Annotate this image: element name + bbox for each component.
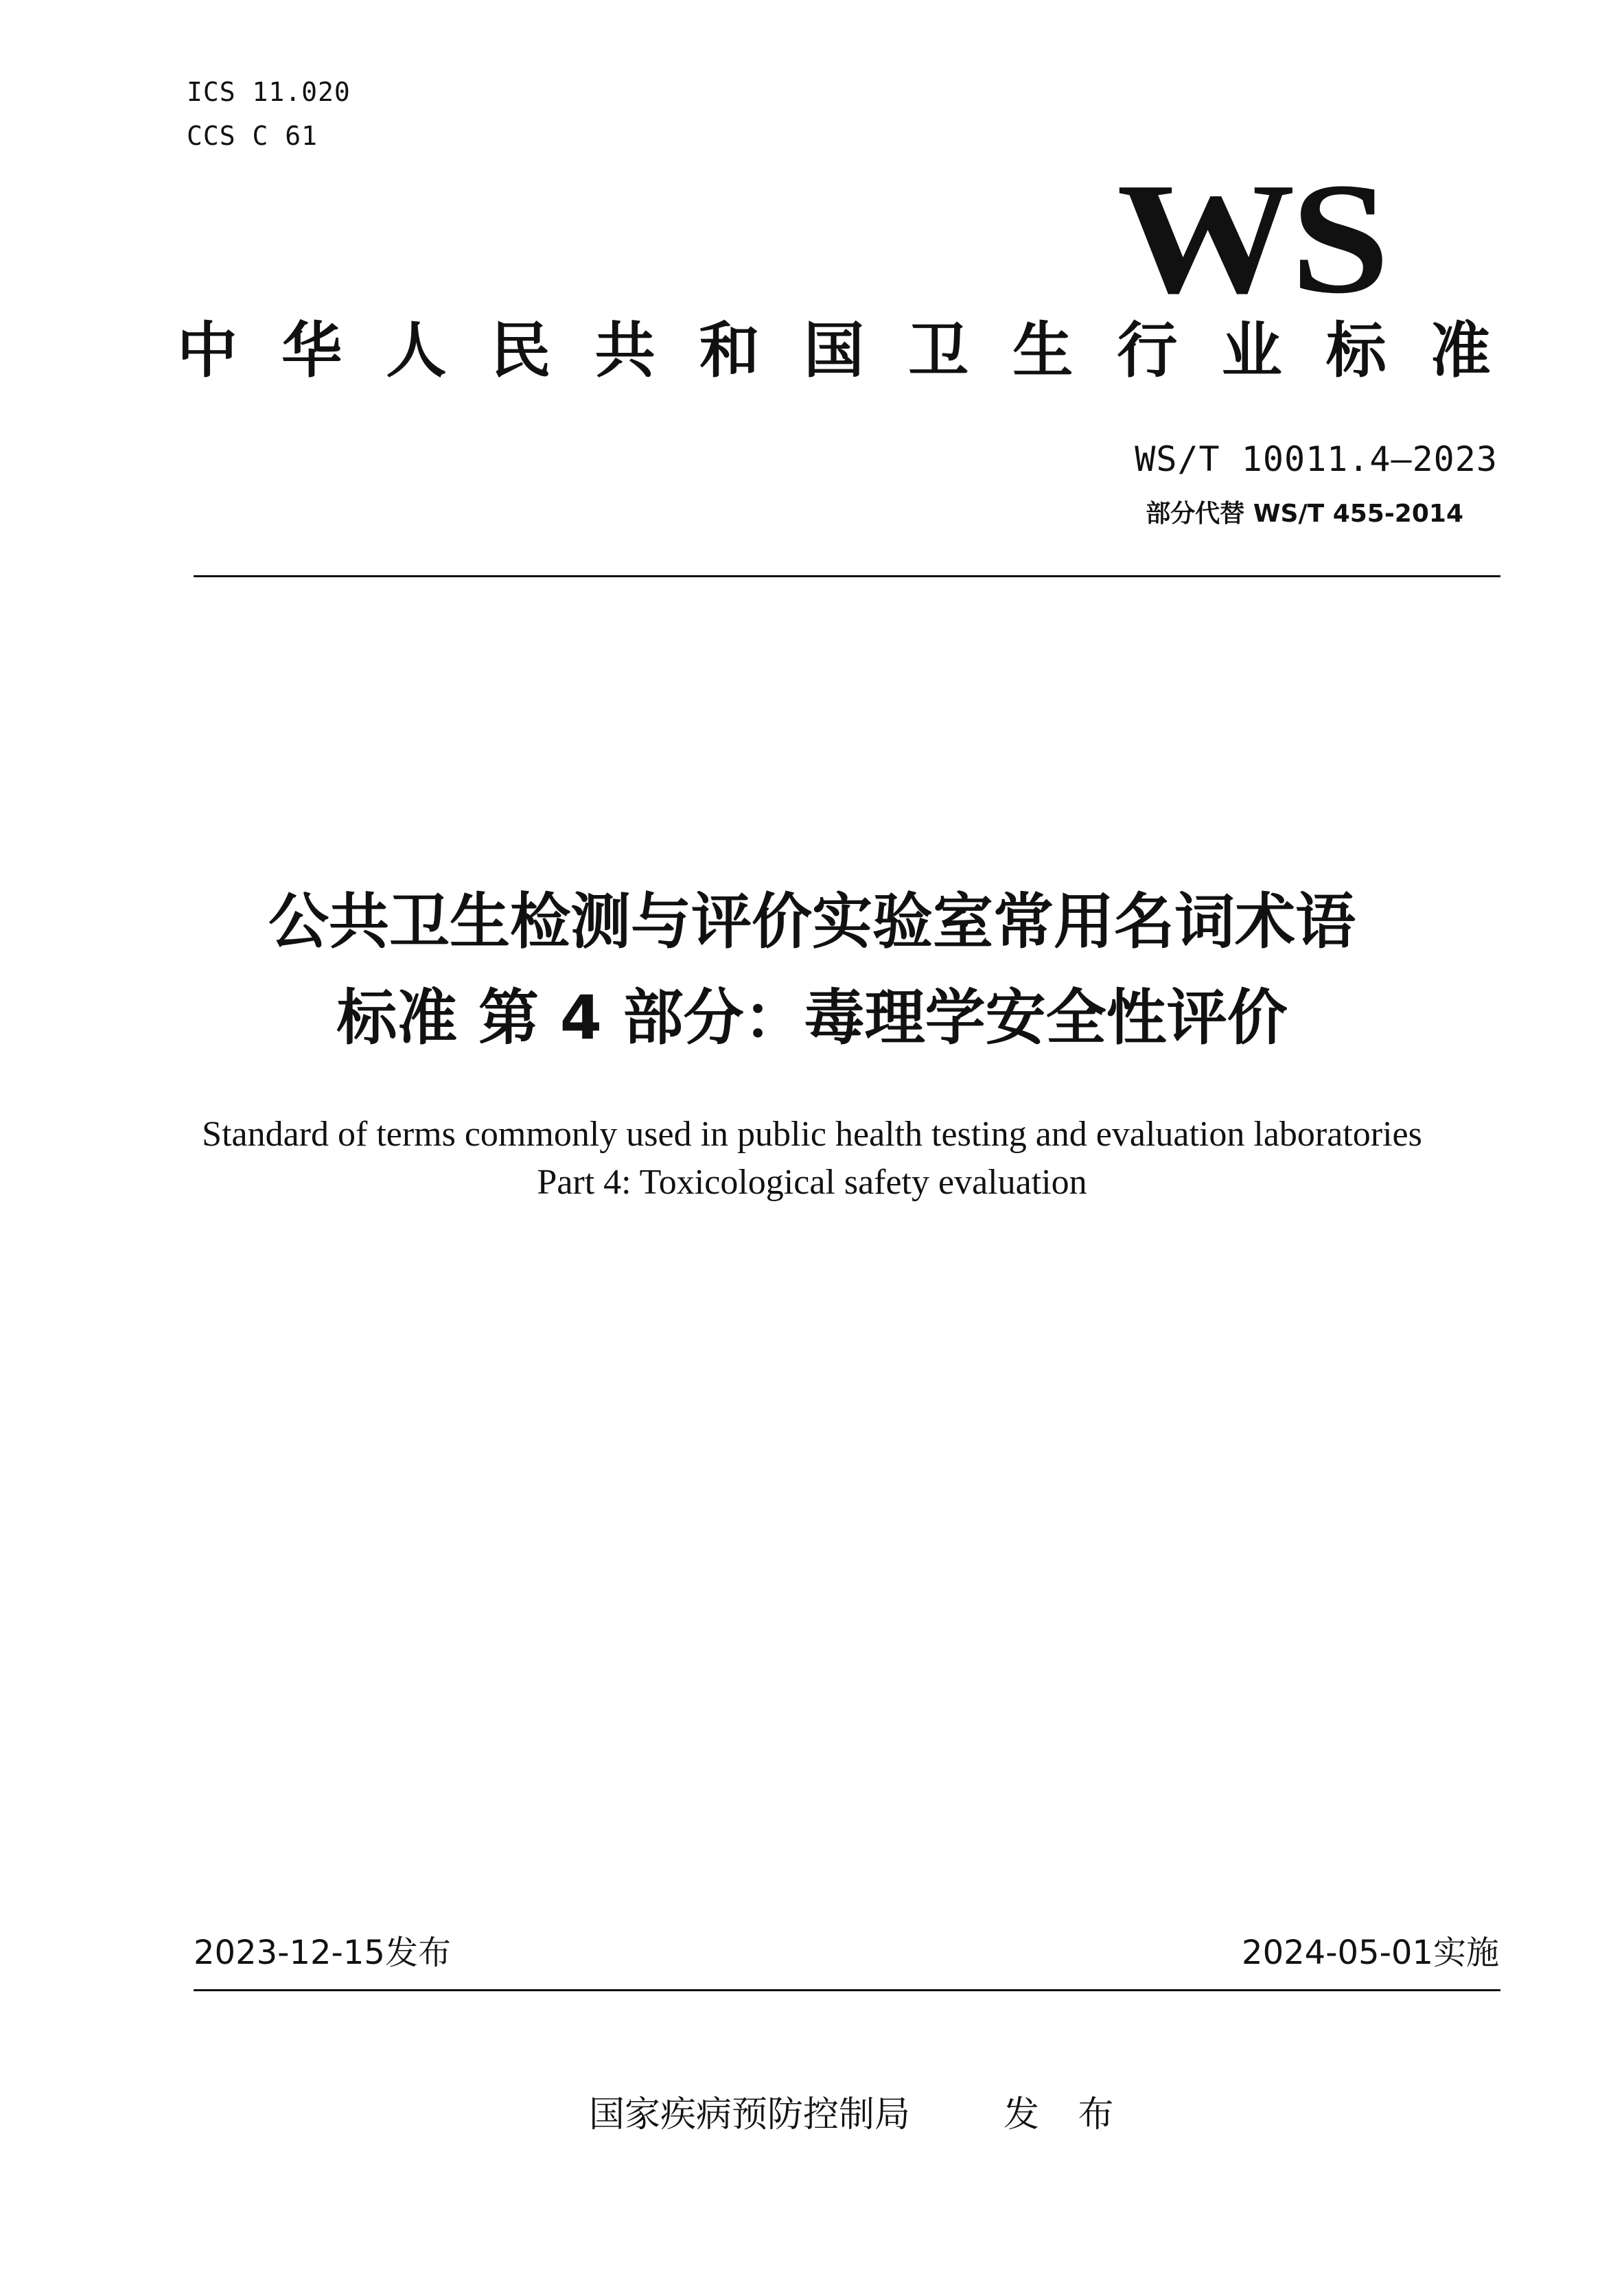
standard-type-char: 准 [1430, 315, 1491, 386]
ics-code: ICS 11.020 [187, 77, 351, 107]
ccs-code: CCS C 61 [187, 121, 318, 151]
standard-type-char: 卫 [908, 315, 969, 386]
standard-number: WS/T 10011.4—2023 [1135, 439, 1498, 479]
standard-type-char: 标 [1325, 315, 1387, 386]
standard-type-char: 人 [386, 315, 447, 386]
standard-type-char: 和 [699, 315, 760, 386]
standard-type-heading [177, 314, 1491, 387]
issue-date: 2023-12-15发布 [194, 1934, 451, 1972]
standard-type-char: 行 [1117, 315, 1178, 386]
title-en-line2: Part 4: Toxicological safety evaluation [537, 1163, 1087, 1202]
standard-type-char: 中 [177, 315, 238, 386]
title-en-line1: Standard of terms commonly used in public health testing and evaluation laboratories [202, 1115, 1422, 1154]
standard-type-char: 业 [1221, 315, 1282, 386]
standard-type-char: 共 [594, 315, 656, 386]
ws-logo: WS [1117, 150, 1385, 327]
standard-type-char: 生 [1012, 315, 1074, 386]
title-zh-line2: 标准 第 4 部分：毒理学安全性评价 [336, 982, 1288, 1053]
title-zh-line1: 公共卫生检测与评价实验室常用名词术语 [268, 886, 1356, 957]
publish-label: 发 布 [1004, 2094, 1128, 2135]
footer-divider [194, 1989, 1500, 1991]
standard-type-char: 民 [490, 315, 551, 386]
publisher-name: 国家疾病预防控制局 [589, 2094, 911, 2135]
header-divider [194, 575, 1500, 577]
implementation-date: 2024-05-01实施 [1242, 1934, 1499, 1972]
replaces-note: 部分代替 WS/T 455-2014 [1146, 500, 1463, 528]
standard-type-char: 国 [803, 315, 864, 386]
standard-type-char: 华 [281, 315, 343, 386]
